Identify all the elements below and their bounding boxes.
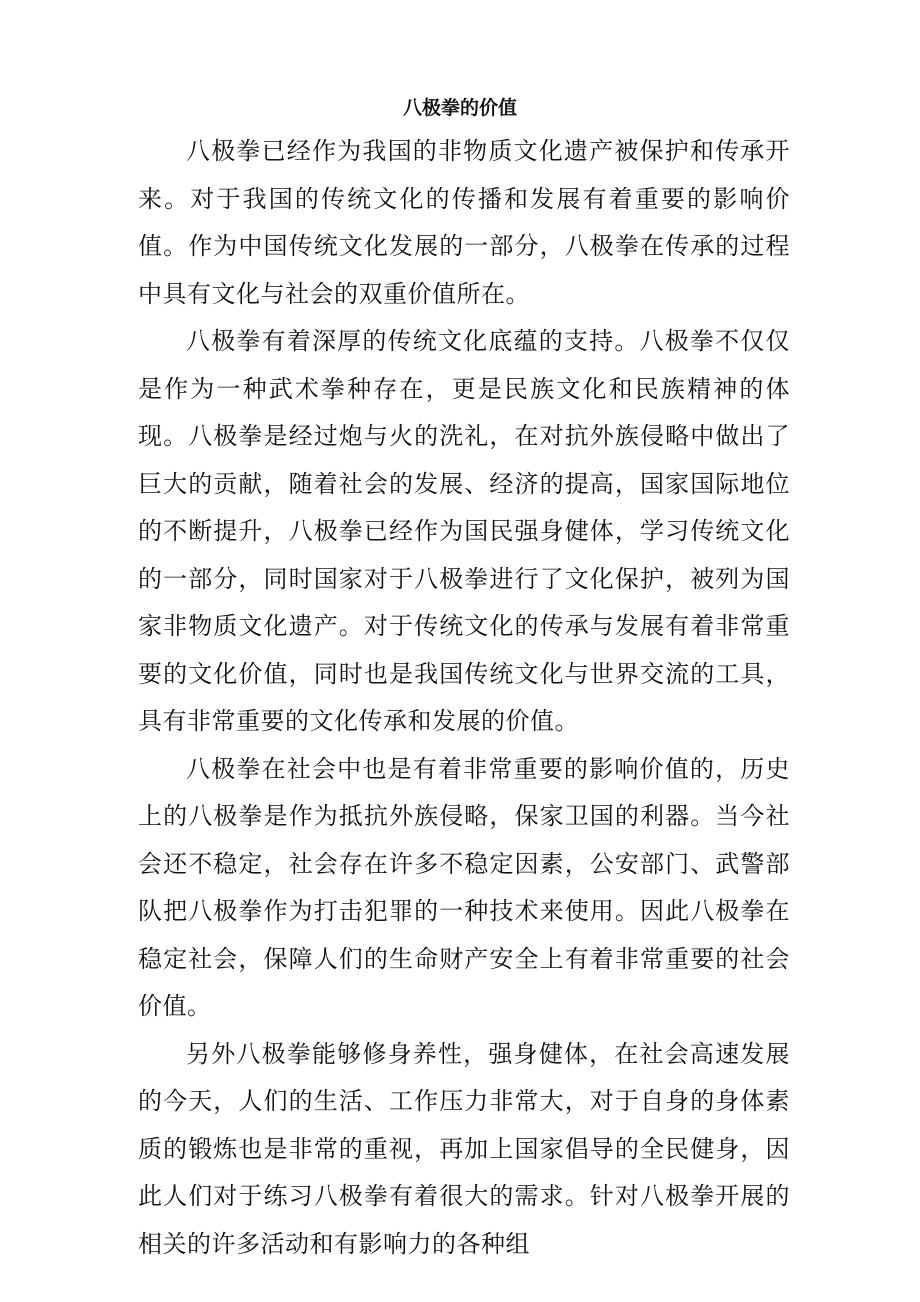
paragraph-2: 八极拳有着深厚的传统文化底蕴的支持。八极拳不仅仅是作为一种武术拳种存在，更是民族文化和民族精神的体现。八极拳是经过炮与火的洗礼，在对抗外族侵略中做出了巨大的贡献，随着社会的发展、经济的提高，国家国际地位的不断提升，八极拳已经作为国民强身健体，学习传统文化的一部分，同时国家对于八极拳进行了文化保护，被列为国家非物质文化遗产。对于传统文化的传承与发展有着非常重要的文化价值，同时也是我国传统文化与世界交流的工具，具有非常重要的文化传承和发展的价值。 [138,327,790,735]
paragraph-3: 八极拳在社会中也是有着非常重要的影响价值的，历史上的八极拳是作为抵抗外族侵略，保家卫国的利器。当今社会还不稳定，社会存在许多不稳定因素，公安部门、武警部队把八极拳作为打击犯罪的一种技术来使用。因此八极拳在稳定社会，保障人们的生命财产安全上有着非常重要的社会价值。 [138,754,790,1020]
document-body [138,128,790,1268]
paragraph-4: 另外八极拳能够修身养性，强身健体，在社会高速发展的今天，人们的生活、工作压力非常大，对于自身的身体素质的锻炼也是非常的重视，再加上国家倡导的全民健身，因此人们对于练习八极拳有着很大的需求。针对八极拳开展的相关的许多活动和有影响力的各种组 [138,1039,790,1258]
document-title: 八极拳的价值 [402,97,517,119]
paragraph-1: 八极拳已经作为我国的非物质文化遗产被保护和传承开来。对于我国的传统文化的传播和发展有着重要的影响价值。作为中国传统文化发展的一部分，八极拳在传承的过程中具有文化与社会的双重价值所在。 [138,137,790,308]
